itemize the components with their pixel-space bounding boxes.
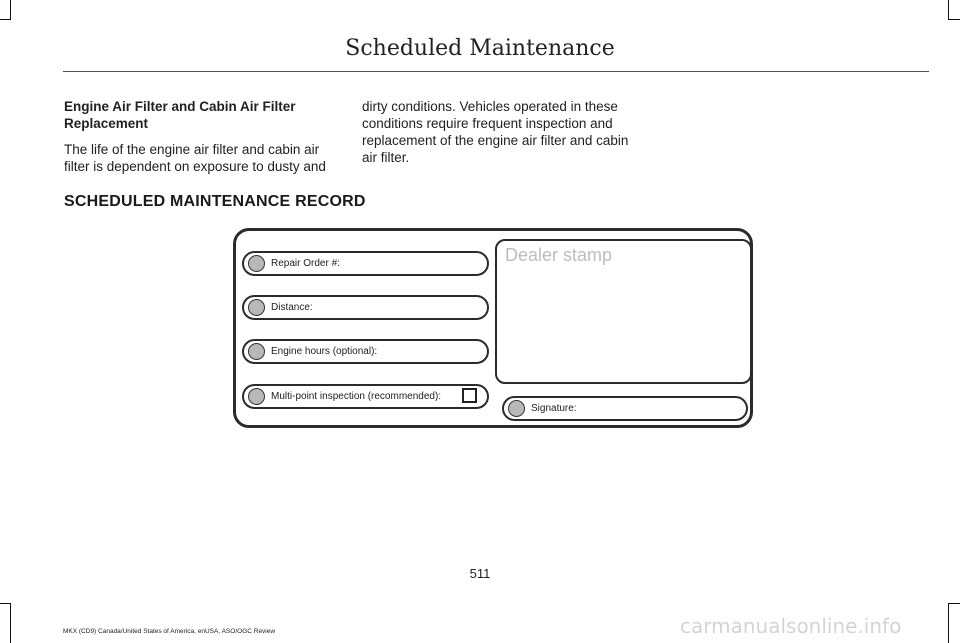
crop-mark-bottom-left-v (10, 603, 11, 643)
crop-mark-top-right-v (948, 0, 949, 20)
header-rule (63, 71, 929, 72)
page-title: Scheduled Maintenance (345, 36, 615, 61)
right-column (362, 98, 637, 166)
crop-mark-bottom-left-h (0, 603, 11, 604)
multipoint-checkbox[interactable] (462, 388, 477, 403)
circle-icon (248, 299, 265, 316)
engine-hours-label: Engine hours (optional): (271, 346, 378, 357)
watermark: carmanualsonline.info (680, 614, 902, 638)
crop-mark-top-right-h (948, 19, 960, 20)
crop-mark-top-left-v (10, 0, 11, 20)
multipoint-inspection-field[interactable] (242, 384, 489, 409)
section-heading: SCHEDULED MAINTENANCE RECORD (64, 193, 366, 210)
distance-label: Distance: (271, 302, 313, 313)
crop-mark-bottom-right-h (948, 603, 960, 604)
repair-order-field[interactable] (242, 251, 489, 276)
distance-field[interactable] (242, 295, 489, 320)
circle-icon (248, 388, 265, 405)
repair-order-label: Repair Order #: (271, 258, 340, 269)
left-column (64, 98, 339, 175)
engine-hours-field[interactable] (242, 339, 489, 364)
crop-mark-top-left-h (0, 19, 11, 20)
body-paragraph-1: The life of the engine air filter and cabin air filter is dependent on exposure to dusty and (64, 142, 326, 174)
crop-mark-bottom-right-v (948, 603, 949, 643)
body-paragraph-2: dirty conditions. Vehicles operated in these conditions require frequent inspection and replacement of the engine air filter and cabin air filter. (362, 99, 629, 165)
document-info: MKX (CD9) Canada/United States of America, enUSA, ASO/OGC Review (63, 628, 276, 635)
circle-icon (508, 400, 525, 417)
signature-field[interactable] (502, 396, 748, 421)
page-number: 511 (469, 566, 491, 581)
signature-label: Signature: (531, 403, 577, 414)
maintenance-record-form (233, 228, 753, 428)
dealer-stamp-label: Dealer stamp (505, 245, 613, 265)
circle-icon (248, 255, 265, 272)
circle-icon (248, 343, 265, 360)
multipoint-inspection-label: Multi-point inspection (recommended): (271, 391, 442, 402)
section-subheading: Engine Air Filter and Cabin Air Filter Replacement (64, 99, 296, 131)
dealer-stamp-box[interactable] (495, 239, 752, 384)
